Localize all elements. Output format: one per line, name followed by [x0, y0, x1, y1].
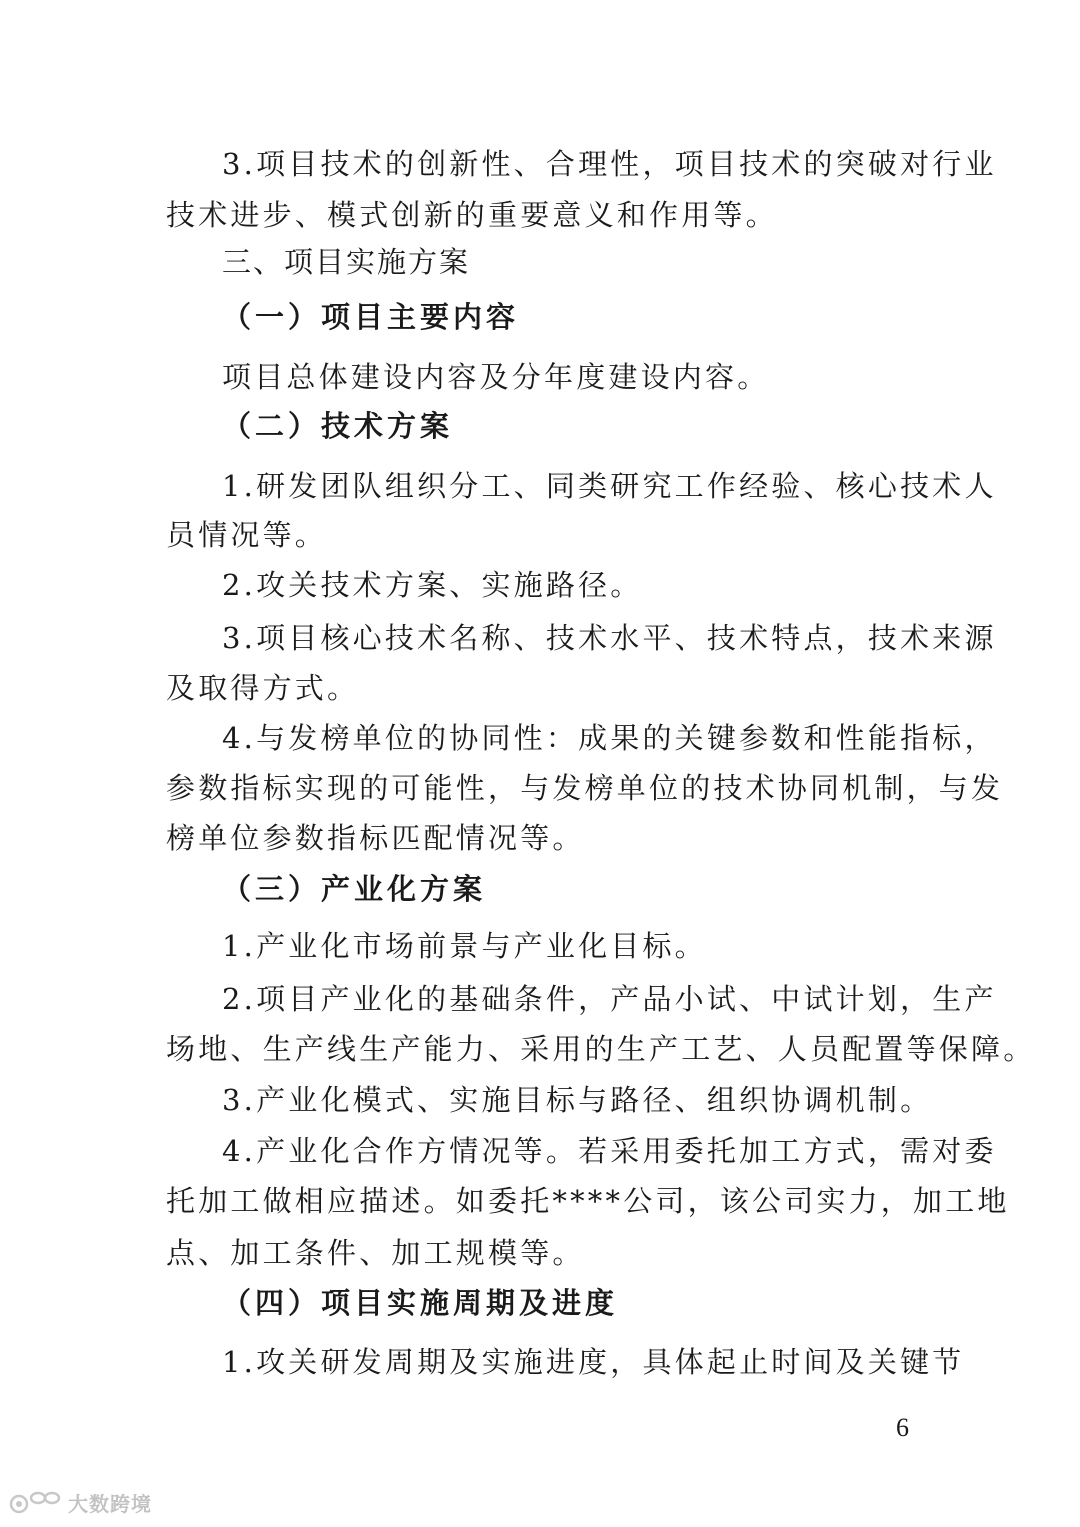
paragraph-line: 2.项目产业化的基础条件，产品小试、中试计划，生产 [222, 982, 997, 1016]
page-number: 6 [896, 1413, 909, 1442]
subsection-heading: （四）项目实施周期及进度 [222, 1286, 619, 1320]
paragraph-line: 参数指标实现的可能性，与发榜单位的技术协同机制，与发 [166, 771, 1004, 805]
paragraph-line: 3.项目技术的创新性、合理性，项目技术的突破对行业 [222, 147, 997, 181]
paragraph-line: 榜单位参数指标匹配情况等。 [166, 821, 585, 855]
paragraph-line: 1.研发团队组织分工、同类研究工作经验、核心技术人 [222, 469, 997, 503]
paragraph-line: 4.与发榜单位的协同性：成果的关键参数和性能指标， [222, 721, 997, 755]
subsection-heading: （三）产业化方案 [222, 872, 487, 906]
paragraph-line: 4.产业化合作方情况等。若采用委托加工方式，需对委 [222, 1134, 997, 1168]
paragraph-line: 技术进步、模式创新的重要意义和作用等。 [166, 198, 778, 232]
paragraph-line: 项目总体建设内容及分年度建设内容。 [222, 360, 770, 394]
paragraph-line: 员情况等。 [166, 518, 328, 552]
paragraph-line: 场地、生产线生产能力、采用的生产工艺、人员配置等保障。 [166, 1032, 1036, 1066]
subsection-heading: （二）技术方案 [222, 409, 454, 443]
paragraph-line: 1.产业化市场前景与产业化目标。 [222, 929, 707, 963]
paragraph-line: 3.项目核心技术名称、技术水平、技术特点，技术来源 [222, 621, 997, 655]
section-heading: 三、项目实施方案 [222, 245, 471, 279]
dashu-logo-icon [8, 1488, 62, 1516]
paragraph-line: 点、加工条件、加工规模等。 [166, 1236, 585, 1270]
paragraph-line: 2.攻关技术方案、实施路径。 [222, 568, 643, 602]
paragraph-line: 3.产业化模式、实施目标与路径、组织协调机制。 [222, 1083, 933, 1117]
paragraph-line: 1.攻关研发周期及实施进度，具体起止时间及关键节 [222, 1345, 965, 1379]
watermark [8, 1486, 152, 1518]
paragraph-line: 托加工做相应描述。如委托****公司，该公司实力，加工地 [166, 1184, 1010, 1218]
paragraph-line: 及取得方式。 [166, 671, 360, 705]
subsection-heading: （一）项目主要内容 [222, 300, 520, 334]
watermark-text: 大数跨境 [68, 1491, 152, 1516]
